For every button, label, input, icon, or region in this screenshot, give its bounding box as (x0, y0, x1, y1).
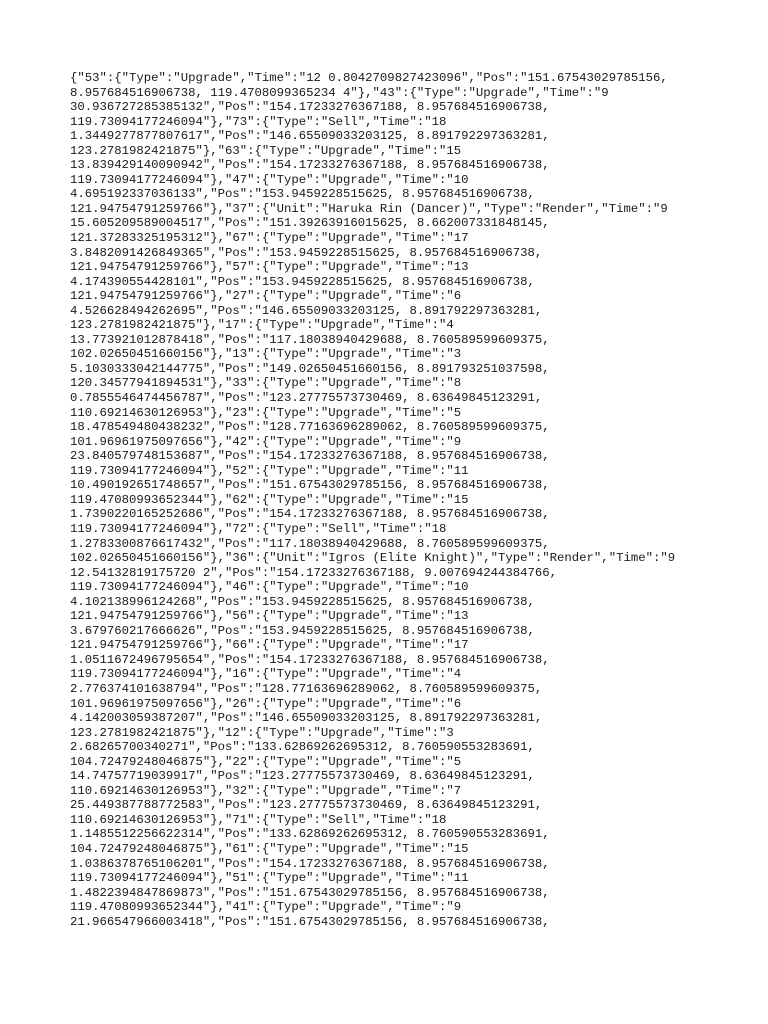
text-line: 3.679760217666626","Pos":"153.9459228515625, 8.957684516906738, (70, 623, 535, 638)
text-line: 30.936727285385132","Pos":"154.17233276367188, 8.957684516906738, (70, 100, 550, 115)
text-line: 4.142003059387207","Pos":"146.65509033203125, 8.891792297363281, (70, 711, 543, 726)
text-line: 14.74757719039917","Pos":"123.27775573730469, 8.63649845123291, (70, 769, 535, 784)
text-line: 119.73094177246094"},"52":{"Type":"Upgrade","Time":"11 (70, 463, 469, 478)
text-line: 102.02650451660156"},"13":{"Type":"Upgrade","Time":"3 (70, 347, 462, 362)
text-line: 119.47080993652344"},"62":{"Type":"Upgrade","Time":"15 (70, 492, 469, 507)
text-line: 110.69214630126953"},"71":{"Type":"Sell","Time":"18 (70, 812, 447, 827)
text-line: 12.54132819175720 2","Pos":"154.17233276367188, 9.007694244384766, (70, 565, 558, 580)
text-line: 104.72479248046875"},"22":{"Type":"Upgrade","Time":"5 (70, 754, 462, 769)
text-line: 4.174390554428101","Pos":"153.9459228515625, 8.957684516906738, (70, 274, 535, 289)
text-line: 1.1485512256622314","Pos":"133.62869262695312, 8.760590553283691, (70, 827, 550, 842)
text-line: 1.7390220165252686","Pos":"154.17233276367188, 8.957684516906738, (70, 507, 550, 522)
text-line: 1.3449277877807617","Pos":"146.65509033203125, 8.891792297363281, (70, 129, 550, 144)
text-line: 21.966547966003418","Pos":"151.67543029785156, 8.957684516906738, (70, 914, 550, 929)
text-line: 110.69214630126953"},"32":{"Type":"Upgrade","Time":"7 (70, 783, 462, 798)
text-line: 8.957684516906738, 119.4708099365234 4"},"43":{"Type":"Upgrade","Time":"9 (70, 85, 609, 100)
text-line: 102.02650451660156"},"36":{"Unit":"Igros (Elite Knight)","Type":"Render","Time":"9 (70, 551, 676, 566)
text-line: 119.73094177246094"},"46":{"Type":"Upgrade","Time":"10 (70, 580, 469, 595)
text-line: 5.1030333042144775","Pos":"149.02650451660156, 8.891793251037598, (70, 361, 550, 376)
text-line: 120.34577941894531"},"33":{"Type":"Upgrade","Time":"8 (70, 376, 462, 391)
text-line: 25.449387788772583","Pos":"123.27775573730469, 8.63649845123291, (70, 798, 543, 813)
text-line: 0.7855546474456787","Pos":"123.27775573730469, 8.63649845123291, (70, 391, 543, 406)
text-line: 123.2781982421875"},"17":{"Type":"Upgrade","Time":"4 (70, 318, 454, 333)
text-line: 121.94754791259766"},"56":{"Type":"Upgrade","Time":"13 (70, 609, 469, 624)
text-line: 23.840579748153687","Pos":"154.17233276367188, 8.957684516906738, (70, 449, 550, 464)
text-line: 15.605209589004517","Pos":"151.39263916015625, 8.662007331848145, (70, 216, 550, 231)
text-line: 119.73094177246094"},"16":{"Type":"Upgrade","Time":"4 (70, 667, 462, 682)
text-line: {"53":{"Type":"Upgrade","Time":"12 0.8042709827423096","Pos":"151.67543029785156, (70, 71, 668, 85)
text-line: 123.2781982421875"},"12":{"Type":"Upgrade","Time":"3 (70, 725, 454, 740)
text-line: 119.47080993652344"},"41":{"Type":"Upgrade","Time":"9 (70, 900, 462, 915)
text-line: 119.73094177246094"},"47":{"Type":"Upgrade","Time":"10 (70, 172, 469, 187)
text-line: 4.526628494262695","Pos":"146.65509033203125, 8.891792297363281, (70, 303, 543, 318)
text-line: 121.37283325195312"},"67":{"Type":"Upgrade","Time":"17 (70, 231, 469, 246)
text-line: 18.478549480438232","Pos":"128.77163696289062, 8.760589599609375, (70, 420, 550, 435)
text-line: 119.73094177246094"},"72":{"Type":"Sell","Time":"18 (70, 521, 447, 536)
text-line: 121.94754791259766"},"66":{"Type":"Upgrade","Time":"17 (70, 638, 469, 653)
text-line: 123.2781982421875"},"63":{"Type":"Upgrade","Time":"15 (70, 143, 462, 158)
text-line: 121.94754791259766"},"57":{"Type":"Upgrade","Time":"13 (70, 260, 469, 275)
text-line: 119.73094177246094"},"51":{"Type":"Upgrade","Time":"11 (70, 871, 469, 886)
text-line: 4.695192337036133","Pos":"153.9459228515625, 8.957684516906738, (70, 187, 535, 202)
text-line: 104.72479248046875"},"61":{"Type":"Upgrade","Time":"15 (70, 841, 469, 856)
text-line: 2.68265700340271","Pos":"133.62869262695312, 8.760590553283691, (70, 740, 535, 755)
text-line: 4.102138996124268","Pos":"153.9459228515625, 8.957684516906738, (70, 594, 535, 609)
text-line: 13.839429140090942","Pos":"154.17233276367188, 8.957684516906738, (70, 158, 550, 173)
text-line: 13.773921012878418","Pos":"117.18038940429688, 8.760589599609375, (70, 332, 550, 347)
text-line: 101.96961975097656"},"26":{"Type":"Upgrade","Time":"6 (70, 696, 462, 711)
text-line: 1.2783300876617432","Pos":"117.18038940429688, 8.760589599609375, (70, 536, 550, 551)
text-line: 1.0386378765106201","Pos":"154.17233276367188, 8.957684516906738, (70, 856, 550, 871)
text-line: 1.4822394847869873","Pos":"151.67543029785156, 8.957684516906738, (70, 885, 550, 900)
document-page (70, 71, 730, 929)
text-line: 1.0511672496795654","Pos":"154.17233276367188, 8.957684516906738, (70, 652, 550, 667)
text-line: 101.96961975097656"},"42":{"Type":"Upgrade","Time":"9 (70, 434, 462, 449)
text-line: 121.94754791259766"},"37":{"Unit":"Haruka Rin (Dancer)","Type":"Render","Time":"9 (70, 201, 668, 216)
text-line: 2.776374101638794","Pos":"128.77163696289062, 8.760589599609375, (70, 681, 543, 696)
text-line: 121.94754791259766"},"27":{"Type":"Upgrade","Time":"6 (70, 289, 462, 304)
text-line: 119.73094177246094"},"73":{"Type":"Sell","Time":"18 (70, 114, 447, 129)
text-line: 110.69214630126953"},"23":{"Type":"Upgrade","Time":"5 (70, 405, 462, 420)
text-line: 10.490192651748657","Pos":"151.67543029785156, 8.957684516906738, (70, 478, 550, 493)
text-line: 3.8482091426849365","Pos":"153.9459228515625, 8.957684516906738, (70, 245, 543, 260)
